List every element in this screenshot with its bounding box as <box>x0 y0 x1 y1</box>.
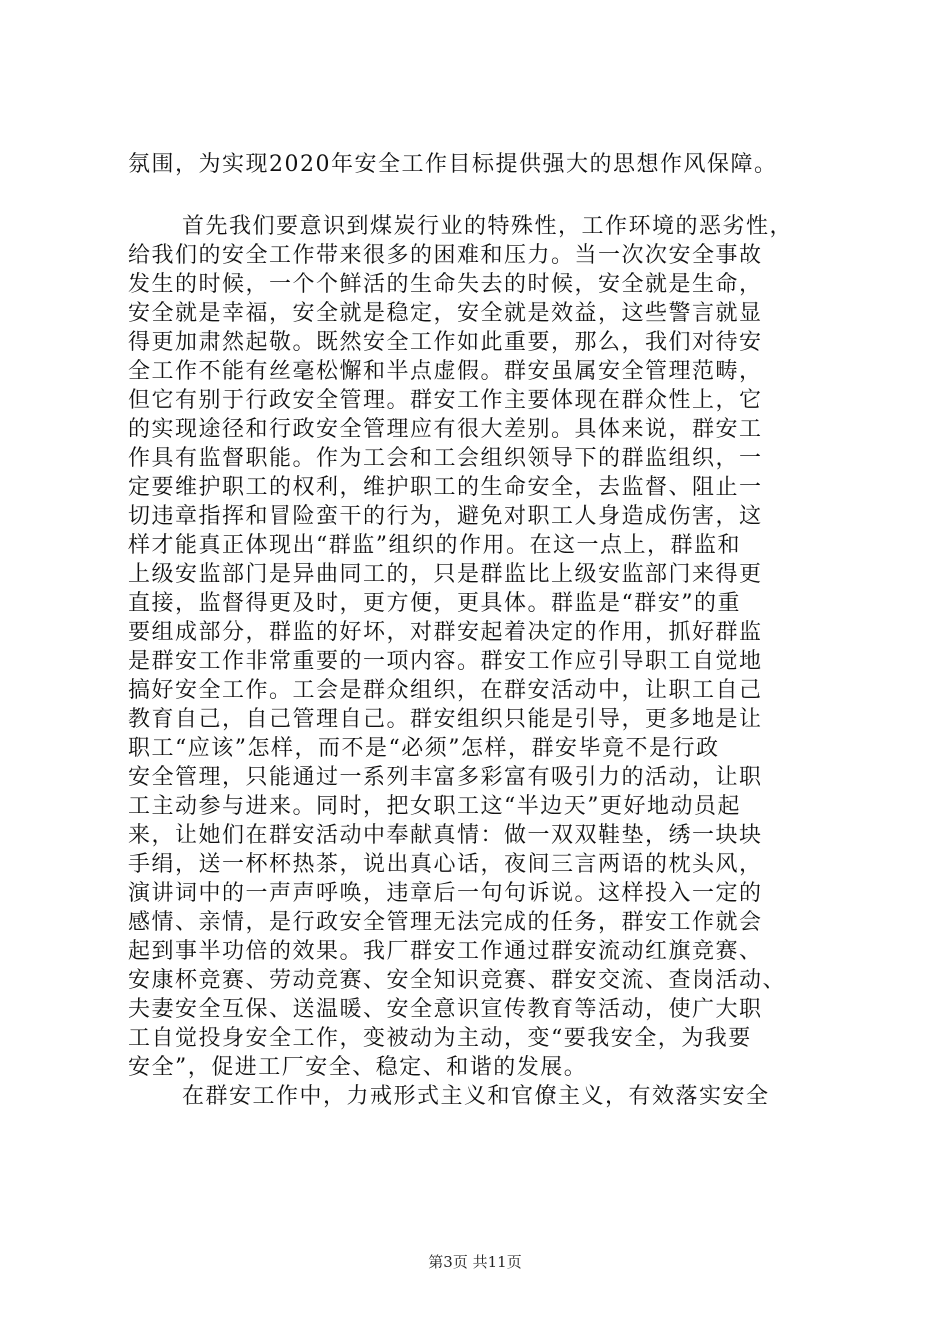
text-line: 定要维护职工的权利，维护职工的生命安全，去监督、阻止一 <box>128 475 763 500</box>
text-line: 直接，监督得更及时，更方便，更具体。群监是“群安”的重 <box>128 591 741 616</box>
text-line: 手绢，送一杯杯热茶，说出真心话，夜间三言两语的枕头风， <box>128 852 763 877</box>
text-line: 在群安工作中，力戒形式主义和官僚主义，有效落实安全 <box>182 1084 770 1109</box>
text-line: 夫妻安全互保、送温暖、安全意识宣传教育等活动，使广大职 <box>128 997 763 1022</box>
text-line: 得更加肃然起敬。既然安全工作如此重要，那么，我们对待安 <box>128 330 763 355</box>
text-line: 职工“应该”怎样，而不是“必须”怎样，群安毕竟不是行政 <box>128 736 720 761</box>
text-line: 安康杯竞赛、劳动竞赛、安全知识竞赛、群安交流、查岗活动、 <box>128 968 787 993</box>
text-line: 教育自己，自己管理自己。群安组织只能是引导，更多地是让 <box>128 707 763 732</box>
page-number-footer: 第3页 共11页 <box>428 1253 522 1271</box>
text-line: 给我们的安全工作带来很多的困难和压力。当一次次安全事故 <box>128 243 763 268</box>
text-line: 但它有别于行政安全管理。群安工作主要体现在群众性上，它 <box>128 388 763 413</box>
text-line: 的实现途径和行政安全管理应有很大差别。具体来说，群安工 <box>128 417 763 442</box>
text-line: 安全就是幸福，安全就是稳定，安全就是效益，这些警言就显 <box>128 301 763 326</box>
text-line: 首先我们要意识到煤炭行业的特殊性，工作环境的恶劣性， <box>182 214 794 239</box>
text-line: 安全管理，只能通过一系列丰富多彩富有吸引力的活动，让职 <box>128 765 763 790</box>
text-line: 作具有监督职能。作为工会和工会组织领导下的群监组织，一 <box>128 446 763 471</box>
paragraph-gap <box>128 179 828 212</box>
paragraph-3 <box>128 1082 828 1111</box>
text-line: 安全”，促进工厂安全、稳定、和谐的发展。 <box>128 1055 588 1080</box>
text-line: 样才能真正体现出“群监”组织的作用。在这一点上，群监和 <box>128 533 741 558</box>
document-body <box>128 150 828 1111</box>
text-line: 切违章指挥和冒险蛮干的行为，避免对职工人身造成伤害，这 <box>128 504 763 529</box>
text-line: 搞好安全工作。工会是群众组织，在群安活动中，让职工自己 <box>128 678 763 703</box>
text-line: 工自觉投身安全工作，变被动为主动，变“要我安全，为我要 <box>128 1026 752 1051</box>
text-line: 发生的时候，一个个鲜活的生命失去的时候，安全就是生命， <box>128 272 763 297</box>
text-line: 是群安工作非常重要的一项内容。群安工作应引导职工自觉地 <box>128 649 763 674</box>
paragraph-1 <box>128 150 828 179</box>
text-line: 全工作不能有丝毫松懈和半点虚假。群安虽属安全管理范畴， <box>128 359 763 384</box>
text-line: 来，让她们在群安活动中奉献真情：做一双双鞋垫，绣一块块 <box>128 823 763 848</box>
text-line: 演讲词中的一声声呼唤，违章后一句句诉说。这样投入一定的 <box>128 881 763 906</box>
text-line: 工主动参与进来。同时，把女职工这“半边天”更好地动员起 <box>128 794 741 819</box>
text-line: 要组成部分，群监的好坏，对群安起着决定的作用，抓好群监 <box>128 620 763 645</box>
paragraph-2 <box>128 212 828 1082</box>
text-line: 起到事半功倍的效果。我厂群安工作通过群安流动红旗竞赛、 <box>128 939 763 964</box>
text-line: 氛围，为实现2020年安全工作目标提供强大的思想作风保障。 <box>128 152 778 177</box>
text-line: 感情、亲情，是行政安全管理无法完成的任务，群安工作就会 <box>128 910 763 935</box>
text-line: 上级安监部门是异曲同工的，只是群监比上级安监部门来得更 <box>128 562 763 587</box>
